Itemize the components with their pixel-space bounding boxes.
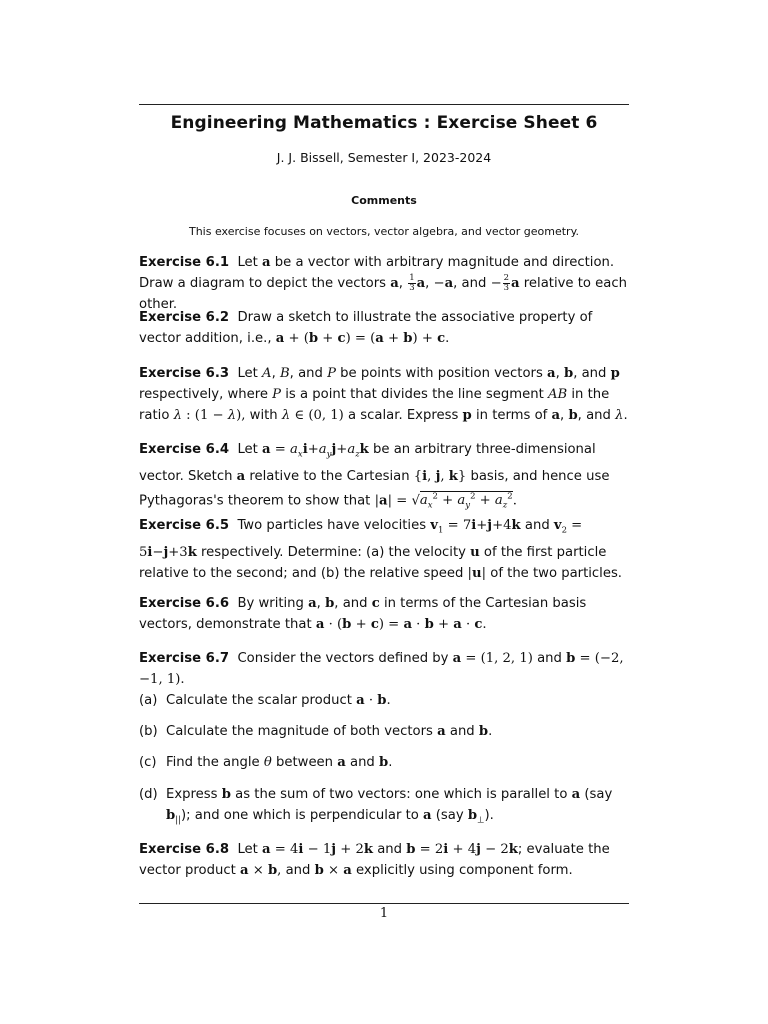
top-rule [139,104,629,105]
exercise-6-3: Exercise 6.3 Let A, B, and P be points with position vectors a, b, and p respectively, where P is a point that divides the line segment AB in the ratio λ : (1 − λ), with λ ∈ (0, 1) a scalar. Express p in terms of a, b, and λ. [139,366,628,423]
exercise-6-2: Exercise 6.2 Draw a sketch to illustrate the associative property of vector addition, i.e., a + (b + c) = (a + b) + c. [139,310,593,346]
exercise-label: Exercise 6.1 [139,255,230,270]
exercise-label: Exercise 6.4 [139,442,230,457]
exercise-6-5: Exercise 6.5 Two particles have velocities $v_1 = 7i+j+4k$ and $v_2 = 5i-j+3k$ respectively. Determine: (a) the velocity u of the first particle relative to the second; and (b) the relative speed |u| of the two particles. [139,518,623,581]
page-title: Engineering Mathematics : Exercise Sheet 6 [170,113,598,133]
exercise-label: Exercise 6.2 [139,310,230,325]
exercise-label: Exercise 6.6 [139,596,230,611]
comments-text: This exercise focuses on vectors, vector algebra, and vector geometry. [188,225,580,238]
exercise-label: Exercise 6.5 [139,518,230,533]
exercise-label: Exercise 6.3 [139,366,230,381]
exercise-6-7: Exercise 6.7 Consider the vectors defined by a = (1, 2, 1) and b = (−2, −1, 1). [139,651,624,687]
author-line: J. J. Bissell, Semester I, 2023-2024 [276,150,492,165]
exercise-6-4: Exercise 6.4 Let $a = a_xi+a_yj+a_zk$ be an arbitrary three-dimensional vector. Sketch a relative to the Cartesian {i, j, k} basis, and hence use Pythagoras's theorem to show that $|a| = √a_x^2 + a_y^2 + a_z^2$. [139,442,610,511]
exercise-label: Exercise 6.8 [139,842,230,857]
exercise-6-1: Exercise 6.1 Let a be a vector with arbitrary magnitude and direction. Draw a diagram to depict the vectors a, $\frac{1}{3}$ a, −a, and − $\frac{2}{3}$ a relative to each other. [139,255,627,312]
exercise-label: Exercise 6.7 [139,651,230,666]
exercise-6-8: Exercise 6.8 Let a = 4i − 1j + 2k and b = 2i + 4j − 2k; evaluate the vector product a × b, and b × a explicitly using component form. [139,842,610,878]
comments-heading: Comments [351,194,417,207]
exercise-6-6: Exercise 6.6 By writing a, b, and c in terms of the Cartesian basis vectors, demonstrate that a · (b + c) = a · b + a · c. [139,596,587,632]
bottom-rule [139,903,629,904]
page-number: 1 [379,906,389,921]
